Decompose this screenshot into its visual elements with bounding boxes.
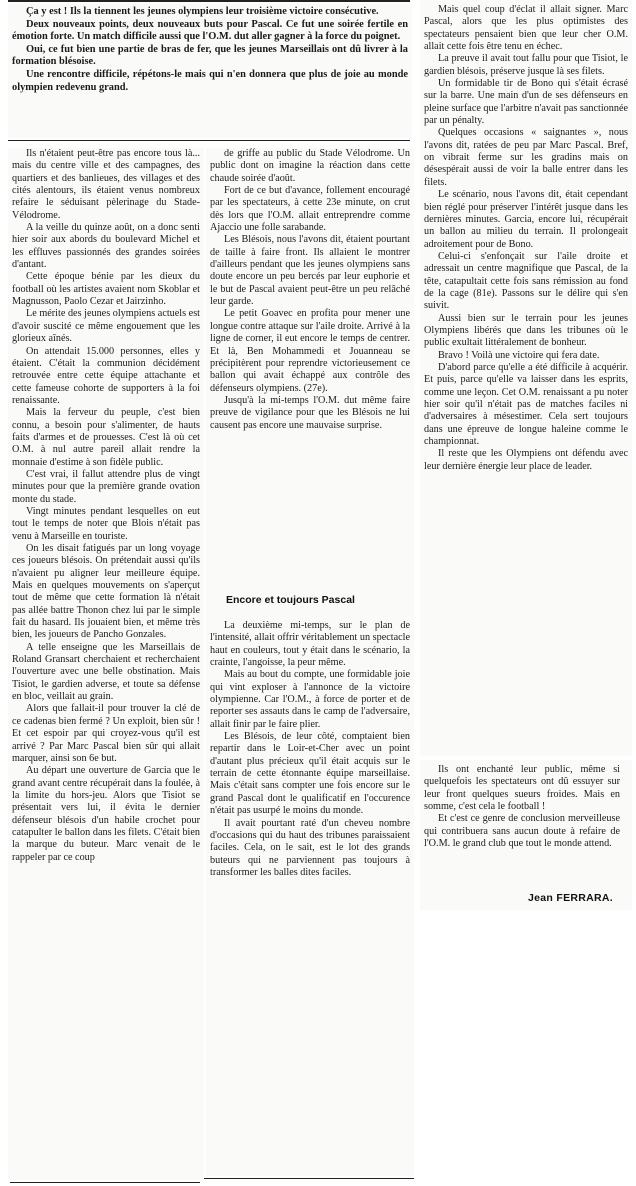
column-2-text-top: [210, 148, 410, 588]
column-3-paragraph: Et c'est ce genre de conclusion merveilleuse qui contribuera sans aucun doute à refaire de l'O.M. le grand club que tout le monde attend.: [424, 813, 620, 850]
column-2-paragraph: Le petit Goavec en profita pour mener une longue contre attaque sur l'aile droite. Arrivé à la ligne de corner, il eut encore le temps de centrer. Et là, Ben Mohammedi et Jouanneau se précipitèrent pour reprendre victorieusement ce ballon qui avait échappé aux contrôle des défenseurs olympiens. (27e).: [210, 308, 410, 394]
column-1-paragraph: Ils n'étaient peut-être pas encore tous là... mais du centre ville et des campagnes, des quartiers et des banlieues, des villages et des cités alentours, ils étaient venus nombreux refaire le séduisant pèlerinage du Stade-Vélodrome.: [12, 148, 200, 221]
intro-clipping: [8, 4, 412, 138]
author-signature: Jean FERRARA.: [528, 892, 613, 904]
column-3-paragraph: Aussi bien sur le terrain pour les jeunes Olympiens libérés que dans les tribunes où le public exultait littéralement de bonheur.: [424, 312, 628, 349]
column-2-paragraph: de griffe au public du Stade Vélodrome. Un public dont on imagine la réaction dans cette chaude soirée d'août.: [210, 148, 410, 184]
column-1-text: [12, 148, 200, 1178]
column-2-paragraph: Il avait pourtant raté d'un cheveu nombre d'occasions qui du haut des tribunes paraissaient faciles. Cela, on le sait, est le lot des grands buteurs qui ne parviennent pas toujours à transformer les balles dites faciles.: [210, 817, 410, 878]
column-3-paragraph: Ils ont enchanté leur public, même si quelquefois les spectateurs ont dû essuyer sur leur front quelques sueurs froides. Mais en somme, c'est cela le football !: [424, 764, 620, 813]
intro-bottom-rule: [8, 140, 410, 141]
column-1-paragraph: Le mérite des jeunes olympiens actuels est d'avoir suscité ce même engouement que les glorieux aînés.: [12, 308, 200, 345]
intro-paragraph: Oui, ce fut bien une partie de bras de fer, que les jeunes Marseillais ont dû livrer à la formation blésoise.: [12, 43, 408, 68]
column-2-paragraph: Jusqu'à la mi-temps l'O.M. dut même faire preuve de vigilance pour que les Blésois ne lui causent pas encore une mauvaise surprise.: [210, 394, 410, 431]
column-3-paragraph: La preuve il avait tout fallu pour que Tisiot, le gardien blésois, préserve jusque là ses filets.: [424, 53, 628, 77]
intro-paragraph: Une rencontre difficile, répétons-le mais qui n'en donnera que plus de joie au monde olympien redevenu grand.: [12, 68, 408, 93]
column-3-paragraph: Quelques occasions « saignantes », nous l'avons dit, ratées de peu par Marc Pascal. Bref, on vibrait ferme sur les gradins mais on désespérait aussi de voir la balle entrer dans les filets.: [424, 127, 628, 188]
column-3-paragraph: Celui-ci s'enfonçait sur l'aile droite et adressait un centre magnifique que Pascal, de la tête, catapultait cette fois sans rémission au fond de la cage (81e). Passons sur le délire qui s'en suivit.: [424, 250, 628, 312]
col1-bottom-rule: [10, 1182, 200, 1183]
column-1-paragraph: A la veille du quinze août, on a donc senti hier soir aux abords du boulevard Michel et les effluves passionnés des grandes soirées d'antant.: [12, 222, 200, 271]
column-3-end-clipping: [420, 760, 632, 910]
intro-paragraph: Deux nouveaux points, deux nouveaux buts pour Pascal. Ce fut une soirée fertile en émotion forte. Un match difficile aussi que l'O.M. dut aller gagner à la force du poignet.: [12, 18, 408, 43]
column-3-paragraph: Un formidable tir de Bono qui s'était écrasé sur la barre. Une main d'un de ses défenseurs en pleine surface que l'arbitre n'avait pas sanctionnée par un pénalty.: [424, 78, 628, 127]
column-3-clipping: [420, 0, 632, 756]
column-2-clipping: [206, 148, 414, 1176]
column-3-paragraph: Mais quel coup d'éclat il allait signer. Marc Pascal, alors que les plus optimistes des spectateurs pensaient bien que leur cher O.M. allait cette fois être tenu en échec.: [424, 4, 628, 53]
column-3-paragraph: Le scénario, nous l'avons dit, était cependant bien réglé pour préserver l'intérêt jusque dans les dernières minutes. Garcia, encore lui, récupérait un ballon au milieu du terrain. Il prolongeait adroitement pour de Bono.: [424, 189, 628, 250]
intro-text: [12, 6, 408, 136]
column-2-paragraph: Les Blésois, de leur côté, comptaient bien repartir dans le Loir-et-Cher avec un point d'autant plus précieux qu'il était acquis sur le terrain de cette étonnante équipe marseillaise. Mais c'était sans compter une fois encore sur le grand Pascal dont le qualificatif en l'occurence n'était pas usurpé le moins du monde.: [210, 731, 410, 817]
column-3-text-end: [424, 764, 620, 884]
column-2-text-bottom: [210, 620, 410, 1176]
column-1-paragraph: On attendait 15.000 personnes, elles y étaient. C'était la communion décidément retrouvée entre cette équipe attachante et cette fameuse cohorte de supporters à la foi renaissante.: [12, 345, 200, 406]
column-3-paragraph: Bravo ! Voilà une victoire qui fera date.: [438, 349, 600, 361]
intro-paragraph: Ça y est ! Ils la tiennent les jeunes olympiens leur troisième victoire consécutive.: [26, 6, 379, 17]
column-1-paragraph: Vingt minutes pendant lesquelles on eut tout le temps de noter que Blois n'était pas venu à Marseille en touriste.: [12, 505, 200, 542]
column-2-paragraph: La deuxième mi-temps, sur le plan de l'intensité, allait offrir véritablement un spectacle haut en couleurs, tout y était dans le scénario, la crainte, l'angoisse, la peur même.: [210, 620, 410, 669]
column-1-paragraph: On les disait fatigués par un long voyage ces joueurs blésois. On prétendait aussi qu'ils n'avaient pu aligner leur meilleure équipe. Mais en quelques mouvements on s'aperçut tout de même que cette formation là n'était pas allée battre Thonon chez lui par le simple fait du hasard. Ils jouaient bien, et même très bien, les joueurs de Pancho Gonzales.: [12, 543, 200, 641]
column-1-paragraph: C'est vrai, il fallut attendre plus de vingt minutes pour que la première grande ovation monte du stade.: [12, 468, 200, 505]
section-subhead: Encore et toujours Pascal: [226, 594, 355, 606]
col2-bottom-rule: [204, 1178, 414, 1179]
column-3-paragraph: Il reste que les Olympiens ont défendu avec leur dernière énergie leur place de leader.: [424, 448, 628, 472]
column-1-paragraph: Alors que fallait-il pour trouver la clé de ce cadenas bien fermé ? Un exploit, bien sûr ! Et cet espoir par qui croyez-vous qu'il est arrivé ? Par Marc Pascal bien sûr qui allait marquer, ainsi son 6e but.: [12, 703, 200, 764]
top-rule: [8, 0, 410, 2]
column-2-paragraph: Fort de ce but d'avance, follement encouragé par les spectateurs, à cette 23e minute, on crut dès lors que l'O.M. allait entreprendre comme Ajaccio une folle sarabande.: [210, 185, 410, 234]
column-1-paragraph: Cette époque bénie par les dieux du football où les artistes avaient nom Skoblar et Magnusson, Paolo Cezar et Jairzinho.: [12, 271, 200, 308]
column-2-paragraph: Mais au bout du compte, une formidable joie qui vint exploser à l'annonce de la victoire olympienne. Car l'O.M., à force de porter et de reporter ses assauts dans le camp de l'adversaire, allait finir par le faire plier.: [210, 669, 410, 730]
column-3-paragraph: D'abord parce qu'elle a été difficile à acquérir. Et puis, parce qu'elle va laisser dans les esprits, comme une leçon. Cet O.M. renaissant a pu noter hier soir qu'il n'était pas de matches faciles ni d'adversaires à mésestimer. Cela sert toujours dans une épreuve de longue haleine comme le championnat.: [424, 361, 628, 448]
column-1-paragraph: Mais la ferveur du peuple, c'est bien connu, a besoin pour s'alimenter, de hauts faits d'armes et de prouesses. C'est là où cet O.M. à nul autre pareil allait rendre la monnaie d'estime à son fidèle public.: [12, 407, 200, 468]
column-2-paragraph: Les Blésois, nous l'avons dit, étaient pourtant de taille à faire front. Ils allaient le montrer d'ailleurs pendant que les jeunes olympiens sans doute encore un peu bercés par leur euphorie et le but de Pascal avaient peut-être un peu relâché leur garde.: [210, 234, 410, 308]
column-3-text: [424, 4, 628, 754]
column-1-paragraph: Au départ une ouverture de Garcia que le grand avant centre récupérait dans la foulée, à la limite du hors-jeu. Alors que Tisiot se présentait vers lui, il évita le dernier défenseur blésois d'un habile crochet pour catapulter le ballon dans les filets. C'était bien la marque du buteur. Marc venait de le rappeler par ce coup: [12, 765, 200, 863]
column-1-clipping: [8, 148, 204, 1180]
column-1-paragraph: A telle enseigne que les Marseillais de Roland Gransart cherchaient et recherchaient l'ouverture avec une belle obstination. Mais Tisiot, le gardien adverse, et toute sa défense en bloc, veillait au grain.: [12, 641, 200, 703]
